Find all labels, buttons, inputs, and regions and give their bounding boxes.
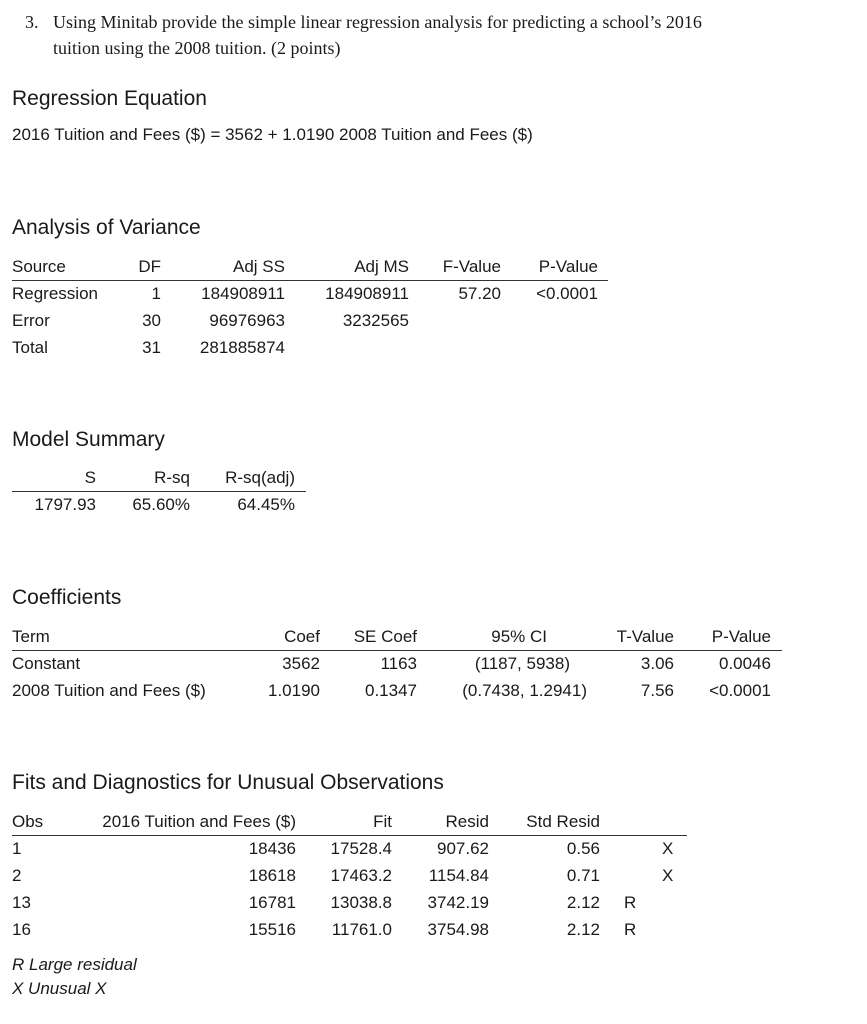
legend-unusual-x: X Unusual X	[12, 979, 107, 998]
fits-cell: 3742.19	[427, 893, 489, 912]
question-number: 3.	[25, 12, 39, 32]
anova-header-adj-ms: Adj MS	[354, 257, 409, 276]
fits-cell: 18436	[248, 839, 296, 858]
anova-cell: 31	[142, 338, 161, 357]
fits-cell: 1	[12, 839, 22, 858]
anova-header-f-value: F-Value	[442, 257, 501, 276]
fits-cell: 2.12	[566, 920, 600, 939]
anova-cell: 57.20	[458, 284, 501, 303]
coef-cell: 7.56	[640, 681, 674, 700]
fits-rule	[12, 835, 687, 836]
coefficients-heading: Coefficients	[12, 586, 122, 609]
anova-header-adj-ss: Adj SS	[233, 257, 285, 276]
fits-cell: 18618	[248, 866, 296, 885]
regression-heading: Regression Equation	[12, 87, 207, 110]
coef-cell: 3.06	[640, 654, 674, 673]
fits-cell: 907.62	[437, 839, 489, 858]
model-summary-s: 1797.93	[34, 495, 96, 514]
coef-cell: Constant	[12, 654, 81, 673]
anova-cell: 96976963	[209, 311, 285, 330]
fits-header-std-resid: Std Resid	[526, 812, 600, 831]
coef-header-coef: Coef	[284, 627, 320, 646]
anova-cell: Total	[12, 338, 48, 357]
coef-header-se-coef: SE Coef	[353, 627, 417, 646]
coef-cell: (1187, 5938)	[474, 654, 570, 673]
coef-header-ci: 95% CI	[491, 627, 547, 646]
coef-cell: (0.7438, 1.2941)	[462, 681, 587, 700]
fits-header-fit: Fit	[373, 812, 392, 831]
anova-cell: Error	[12, 311, 50, 330]
fits-heading: Fits and Diagnostics for Unusual Observations	[12, 771, 444, 794]
fits-flag-r: R	[624, 920, 637, 939]
fits-cell: 1154.84	[428, 866, 489, 885]
legend-large-residual: R Large residual	[12, 955, 137, 974]
regression-equation: 2016 Tuition and Fees ($) = 3562 + 1.0190 2008 Tuition and Fees ($)	[12, 125, 533, 144]
coef-cell: 1.0190	[268, 681, 320, 700]
fits-cell: 13	[12, 893, 31, 912]
fits-header-tuition: 2016 Tuition and Fees ($)	[102, 812, 296, 831]
anova-cell: Regression	[12, 284, 98, 303]
fits-cell: 13038.8	[330, 893, 392, 912]
model-summary-rule	[12, 491, 306, 492]
anova-cell: 281885874	[199, 338, 285, 357]
fits-cell: 3754.98	[427, 920, 489, 939]
model-summary-rsq-adj: 64.45%	[237, 495, 295, 514]
fits-cell: 2	[12, 866, 22, 885]
model-summary-rsq: 65.60%	[132, 495, 190, 514]
coef-cell: 3562	[282, 654, 320, 673]
model-summary-header-rsq: R-sq	[154, 468, 190, 487]
anova-cell: 1	[151, 284, 161, 303]
fits-cell: 2.12	[566, 893, 600, 912]
model-summary-header-s: S	[84, 468, 96, 487]
coef-header-term: Term	[12, 627, 50, 646]
anova-heading: Analysis of Variance	[12, 216, 201, 239]
anova-header-df: DF	[138, 257, 161, 276]
anova-cell: 30	[142, 311, 161, 330]
coef-cell: 1163	[380, 654, 417, 673]
anova-header-p-value: P-Value	[538, 257, 598, 276]
anova-cell: 184908911	[325, 284, 409, 303]
question-line-2: tuition using the 2008 tuition. (2 points)	[53, 38, 341, 58]
question-line-1: Using Minitab provide the simple linear regression analysis for predicting a school’s 2016	[53, 12, 702, 32]
fits-flag-r: R	[624, 893, 637, 912]
fits-flag-x: X	[662, 839, 674, 858]
fits-cell: 16	[12, 920, 31, 939]
coef-cell: <0.0001	[709, 681, 771, 700]
anova-cell: <0.0001	[536, 284, 598, 303]
coef-cell: 0.0046	[719, 654, 771, 673]
fits-cell: 15516	[248, 920, 296, 939]
anova-cell: 184908911	[201, 284, 285, 303]
fits-cell: 17463.2	[330, 866, 392, 885]
model-summary-header-rsq-adj: R-sq(adj)	[225, 468, 295, 487]
anova-header-source: Source	[12, 257, 66, 276]
fits-cell: 11761.0	[331, 920, 392, 939]
fits-header-resid: Resid	[445, 812, 489, 831]
fits-cell: 17528.4	[330, 839, 392, 858]
coef-header-t-value: T-Value	[616, 627, 674, 646]
anova-header-rule	[12, 280, 608, 281]
model-summary-heading: Model Summary	[12, 428, 165, 451]
fits-cell: 16781	[248, 893, 296, 912]
anova-cell: 3232565	[342, 311, 409, 330]
fits-flag-x: X	[662, 866, 674, 885]
fits-cell: 0.56	[566, 839, 600, 858]
coef-header-p-value: P-Value	[711, 627, 771, 646]
coef-cell: 0.1347	[365, 681, 417, 700]
coef-cell: 2008 Tuition and Fees ($)	[12, 681, 206, 700]
fits-cell: 0.71	[566, 866, 600, 885]
fits-header-obs: Obs	[12, 812, 44, 831]
coefficients-rule	[12, 650, 782, 651]
